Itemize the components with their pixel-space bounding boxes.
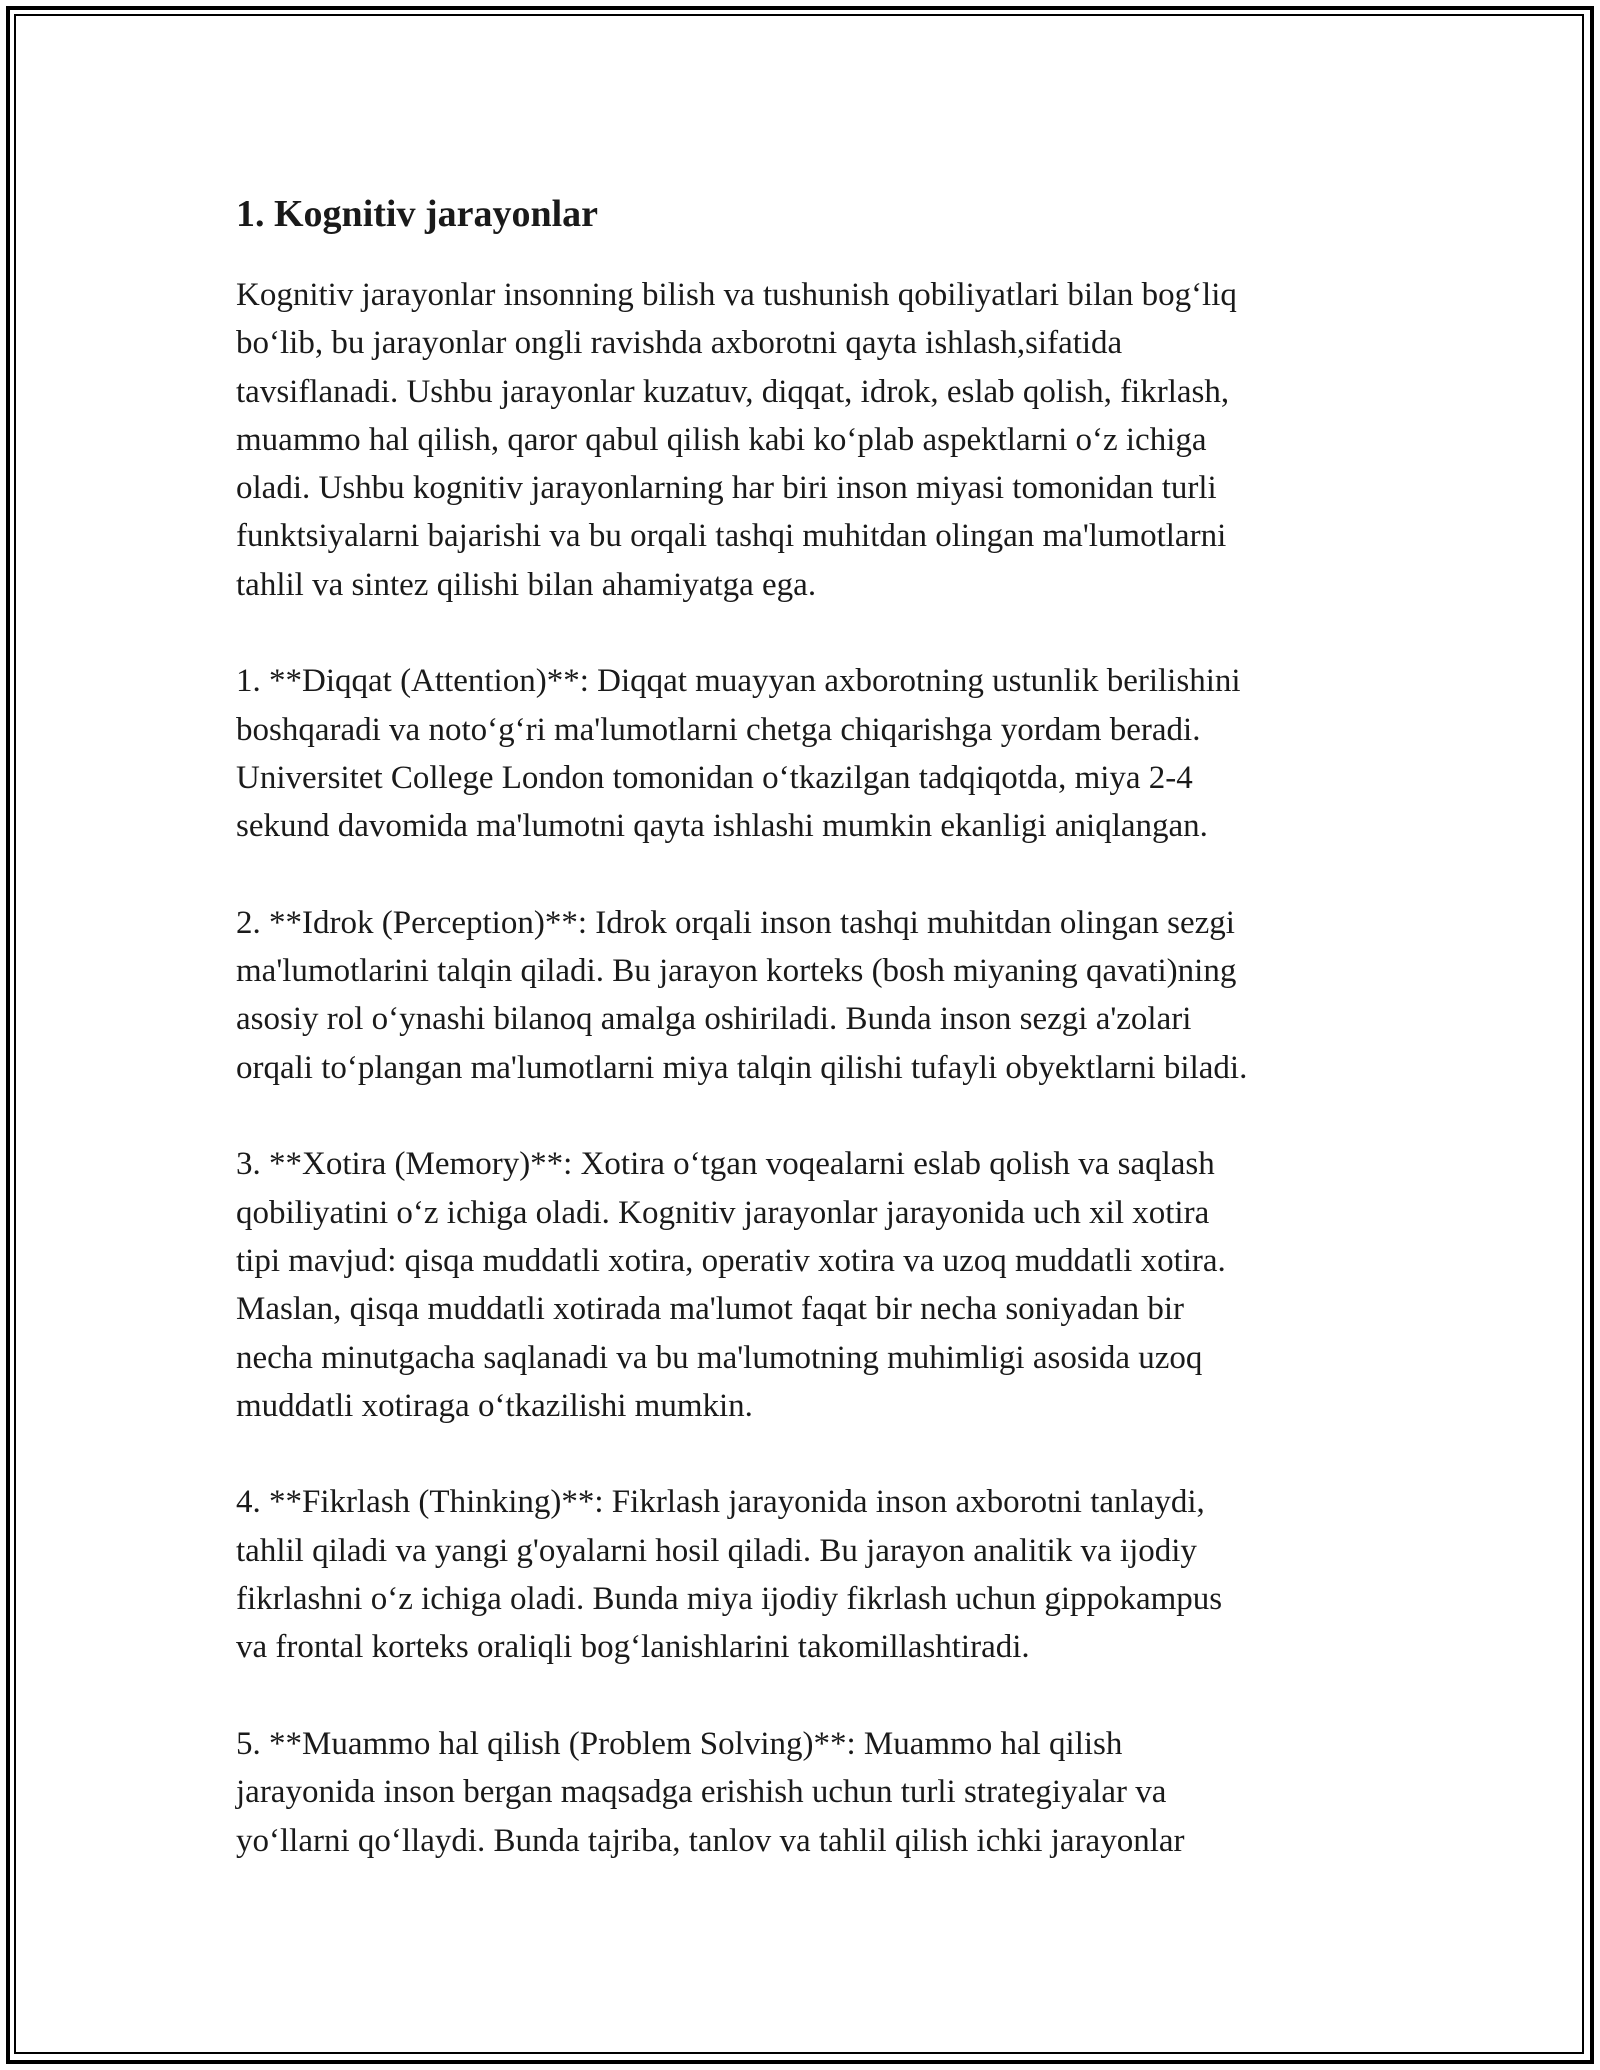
text-line: Universitet College London tomonidan o‘tkazilgan tadqiqotda, miya 2-4: [236, 759, 1193, 796]
text-line: tavsiflanadi. Ushbu jarayonlar kuzatuv, diqqat, idrok, eslab qolish, fikrlash,: [236, 373, 1230, 410]
text-line: sekund davomida ma'lumotni qayta ishlashi mumkin ekanligi aniqlangan.: [236, 808, 1208, 845]
intro-paragraph: [236, 271, 1386, 609]
section-title: 1. Kognitiv jarayonlar: [236, 193, 599, 235]
text-line: 1. **Diqqat (Attention)**: Diqqat muayyan axborotning ustunlik berilishini: [236, 663, 1241, 700]
text-line: Kognitiv jarayonlar insonning bilish va tushunish qobiliyatlari bilan bog‘liq: [236, 277, 1237, 313]
text-line: 5. **Muammo hal qilish (Problem Solving)**: Muammo hal qilish: [236, 1725, 1123, 1762]
text-line: va frontal korteks oraliqli bog‘lanishlarini takomillashtiradi.: [236, 1629, 1030, 1666]
attention-paragraph: [236, 657, 1386, 850]
text-line: ma'lumotlarini talqin qiladi. Bu jarayon korteks (bosh miyaning qavati)ning: [236, 953, 1237, 990]
text-line: muddatli xotiraga o‘tkazilishi mumkin.: [236, 1387, 753, 1424]
text-line: tahlil qiladi va yangi g'oyalarni hosil qiladi. Bu jarayon analitik va ijodiy: [236, 1532, 1197, 1569]
text-line: bo‘lib, bu jarayonlar ongli ravishda axborotni qayta ishlash,sifatida: [236, 325, 1123, 362]
perception-paragraph: [236, 899, 1386, 1092]
text-line: tipi mavjud: qisqa muddatli xotira, operativ xotira va uzoq muddatli xotira.: [236, 1242, 1226, 1279]
text-line: yo‘llarni qo‘llaydi. Bunda tajriba, tanlov va tahlil qilish ichki jarayonlar: [236, 1822, 1185, 1859]
text-line: funktsiyalarni bajarishi va bu orqali tashqi muhitdan olingan ma'lumotlarni: [236, 518, 1227, 555]
text-line: qobiliyatini o‘z ichiga oladi. Kognitiv jarayonlar jarayonida uch xil xotira: [236, 1194, 1210, 1231]
document-body: [236, 185, 1386, 1913]
text-line: fikrlashni o‘z ichiga oladi. Bunda miya ijodiy fikrlash uchun gippokampus: [236, 1581, 1223, 1618]
text-line: muammo hal qilish, qaror qabul qilish kabi ko‘plab aspektlarni o‘z ichiga: [236, 421, 1207, 458]
text-line: jarayonida inson bergan maqsadga erishish uchun turli strategiyalar va: [236, 1774, 1167, 1811]
text-line: asosiy rol o‘ynashi bilanoq amalga oshiriladi. Bunda inson sezgi a'zolari: [236, 1001, 1192, 1038]
text-line: 3. **Xotira (Memory)**: Xotira o‘tgan voqealarni eslab qolish va saqlash: [236, 1146, 1215, 1183]
text-line: tahlil va sintez qilishi bilan ahamiyatga ega.: [236, 566, 817, 603]
text-line: 2. **Idrok (Perception)**: Idrok orqali inson tashqi muhitdan olingan sezgi: [236, 904, 1235, 941]
text-line: orqali to‘plangan ma'lumotlarni miya talqin qilishi tufayli obyektlarni biladi.: [236, 1049, 1248, 1086]
text-line: Maslan, qisqa muddatli xotirada ma'lumot faqat bir necha soniyadan bir: [236, 1291, 1185, 1328]
memory-paragraph: [236, 1140, 1386, 1430]
thinking-paragraph: [236, 1478, 1386, 1671]
text-line: 4. **Fikrlash (Thinking)**: Fikrlash jarayonida inson axborotni tanlaydi,: [236, 1484, 1205, 1521]
text-line: boshqaradi va noto‘g‘ri ma'lumotlarni chetga chiqarishga yordam beradi.: [236, 711, 1201, 748]
text-line: oladi. Ushbu kognitiv jarayonlarning har biri inson miyasi tomonidan turli: [236, 470, 1217, 507]
problem-solving-paragraph: [236, 1720, 1386, 1865]
text-line: necha minutgacha saqlanadi va bu ma'lumotning muhimligi asosida uzoq: [236, 1339, 1203, 1376]
